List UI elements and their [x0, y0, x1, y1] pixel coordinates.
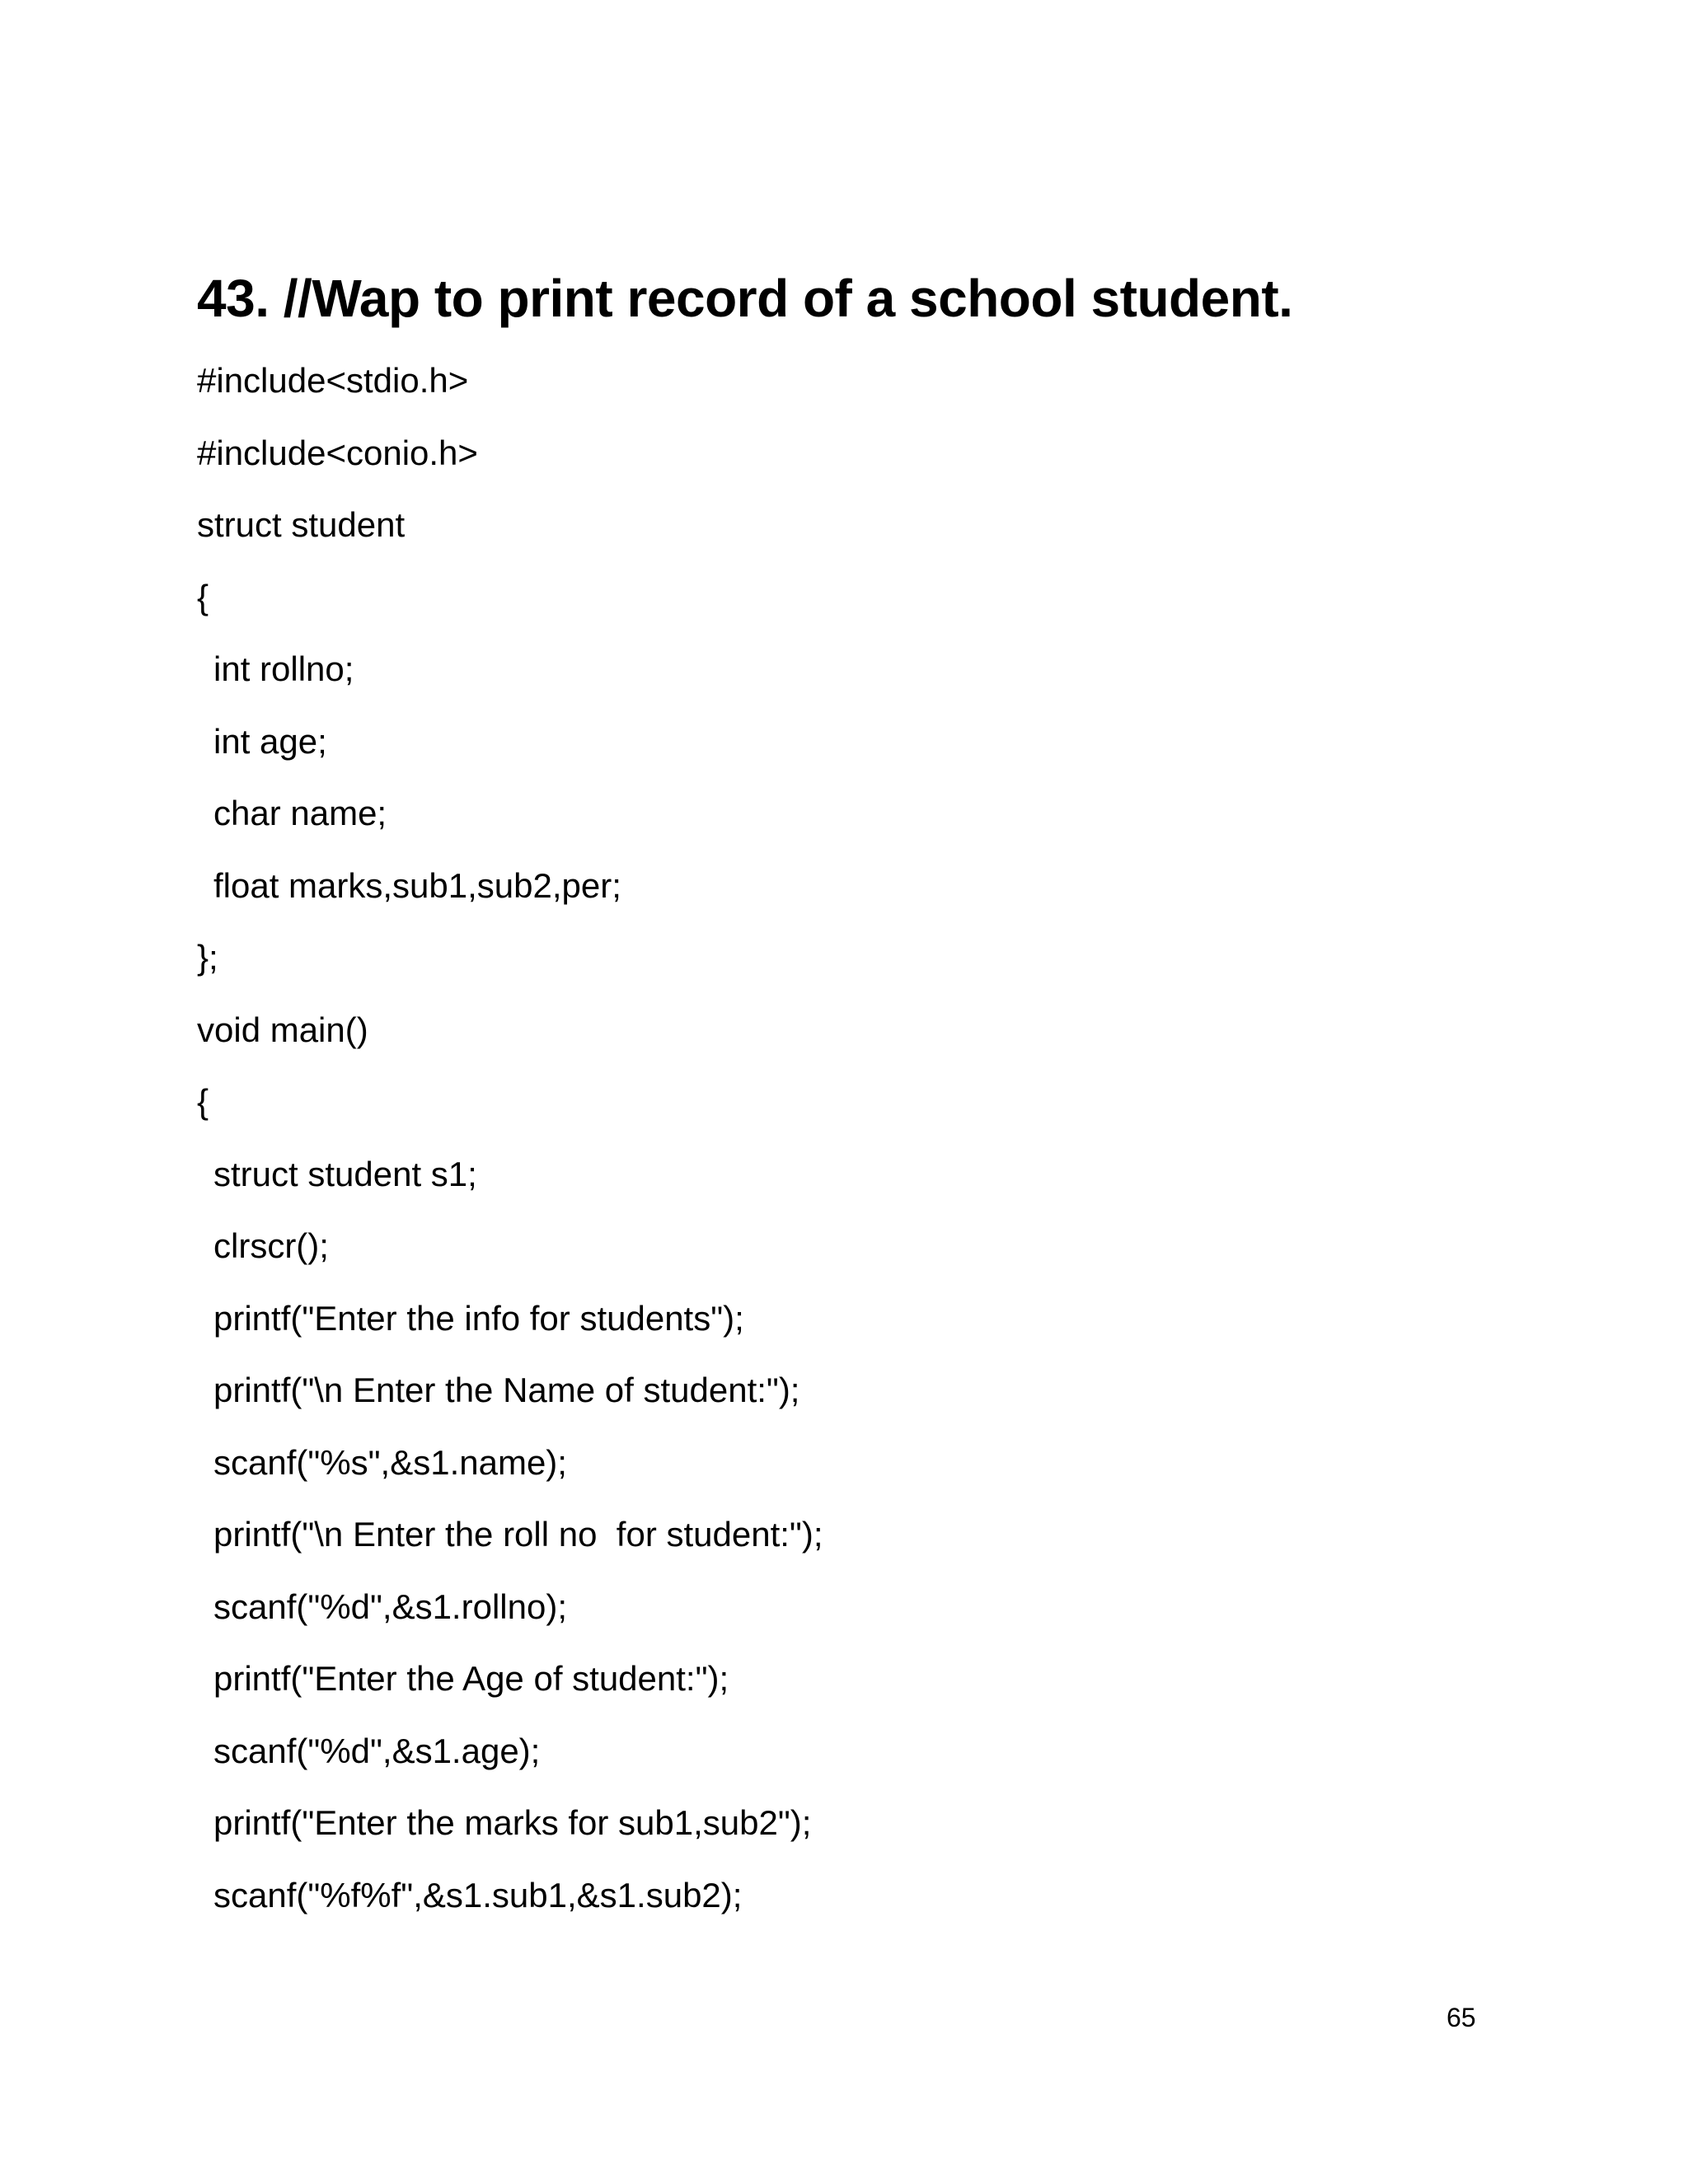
code-line: struct student s1;: [213, 1154, 477, 1193]
code-line: #include<conio.h>: [197, 433, 478, 472]
code-line: float marks,sub1,sub2,per;: [213, 865, 621, 905]
code-line: scanf("%d",&s1.age);: [213, 1731, 541, 1770]
code-line: {: [197, 1082, 209, 1121]
code-line: printf("Enter the info for students");: [213, 1298, 744, 1338]
code-line: int age;: [213, 721, 327, 761]
code-line: scanf("%s",&s1.name);: [213, 1442, 567, 1482]
program-heading: 43. //Wap to print record of a school student.: [197, 269, 1293, 328]
code-line: {: [197, 577, 209, 616]
code-line: int rollno;: [213, 649, 354, 688]
code-line: scanf("%d",&s1.rollno);: [213, 1586, 567, 1626]
code-line: void main(): [197, 1010, 368, 1049]
code-line: printf("Enter the marks for sub1,sub2");: [213, 1803, 812, 1842]
page-number: 65: [1447, 2003, 1476, 2032]
code-line: struct student: [197, 505, 406, 544]
code-line: #include<stdio.h>: [197, 361, 469, 400]
code-line: printf("\n Enter the roll no for student:");: [213, 1515, 823, 1554]
code-line: };: [197, 938, 218, 977]
code-line: scanf("%f%f",&s1.sub1,&s1.sub2);: [213, 1875, 743, 1915]
code-line: char name;: [213, 794, 387, 832]
code-line: printf("Enter the Age of student:");: [213, 1659, 729, 1698]
code-line: printf("\n Enter the Name of student:");: [213, 1371, 800, 1409]
code-line: clrscr();: [213, 1226, 329, 1265]
